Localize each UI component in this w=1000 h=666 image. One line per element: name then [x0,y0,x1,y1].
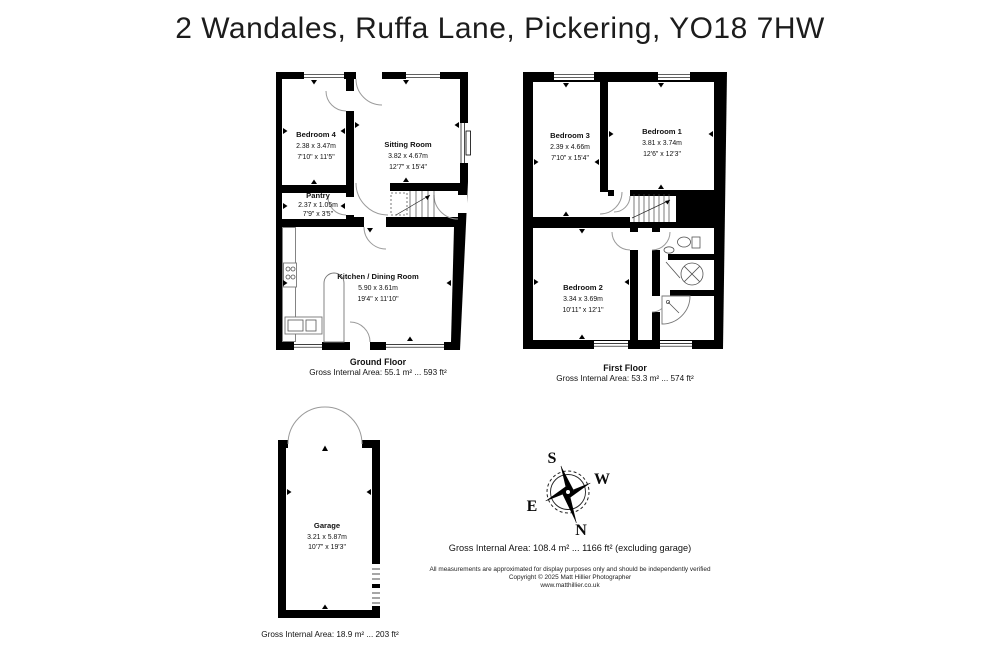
kitchen-name: Kitchen / Dining Room [337,272,419,281]
total-area-label: Gross Internal Area: 108.4 m² ... 1166 ft² (excluding garage) [448,543,692,553]
first-floor-caption [505,363,745,383]
compass-rose [515,443,619,543]
bay-window [466,131,471,155]
kitchen-peninsula [324,273,344,342]
pantry-name: Pantry [306,191,330,200]
compass-east-label: E [526,498,538,515]
garage-name: Garage [313,521,341,530]
sink-unit [285,317,322,334]
first-floor-plan [518,66,730,356]
garage-imperial: 10'7" x 19'3" [308,544,346,551]
ground-floor-label: Ground Floor [349,357,407,367]
bedroom1-name: Bedroom 1 [642,127,682,136]
garage-metric: 3.21 x 5.87m [307,534,347,541]
ground-floor-area: Gross Internal Area: 55.1 m² ... 593 ft² [309,368,447,377]
bedroom3-metric: 2.39 x 4.66m [550,144,590,151]
bedroom3-imperial: 7'10" x 15'4" [551,155,589,162]
hallway [354,183,390,217]
ground-floor-caption [258,357,498,377]
corridor [638,228,652,340]
page-title: 2 Wandales, Ruffa Lane, Pickering, YO18 7HW [175,12,825,45]
compass-north-label: N [575,522,587,539]
ground-floor-plan [270,67,472,353]
sitting-room-imperial: 12'7" x 15'4" [389,164,427,171]
bedroom4-imperial: 7'10" x 11'5" [297,154,335,161]
garage-area: Gross Internal Area: 18.9 m² ... 203 ft² [261,630,399,639]
bedroom2-metric: 3.34 x 3.69m [563,296,603,303]
compass-west-label: W [594,471,610,488]
kitchen-metric: 5.90 x 3.61m [358,285,398,292]
garage-caption [210,629,450,639]
pantry-metric: 2.37 x 1.05m [298,202,338,209]
bedroom1-metric: 3.81 x 3.74m [642,140,682,147]
website-text: www.matthillier.co.uk [540,582,600,590]
bedroom3-name: Bedroom 3 [550,131,590,140]
sitting-room-name: Sitting Room [384,140,432,149]
kitchen-imperial: 19'4" x 11'10" [357,296,399,303]
bedroom4-metric: 2.38 x 3.47m [296,143,336,150]
compass-south-label: S [547,450,557,467]
pantry-imperial: 7'9" x 3'5" [302,211,334,218]
copyright-text: Copyright © 2025 Matt Hillier Photographer [508,574,632,582]
first-floor-label: First Floor [603,363,647,373]
sitting-room-metric: 3.82 x 4.67m [388,153,428,160]
first-floor-area: Gross Internal Area: 53.3 m² ... 574 ft² [556,374,694,383]
bedroom2-imperial: 10'11" x 12'1" [562,307,604,314]
bedroom4-name: Bedroom 4 [296,130,336,139]
disclaimer-text: All measurements are approximated for display purposes only and should be independently verified [429,566,711,573]
bedroom1-imperial: 12'6" x 12'3" [643,151,681,158]
bedroom2-name: Bedroom 2 [563,283,603,292]
bedroom1-room [608,82,714,190]
rear-hall-stairs [390,191,458,217]
footer [320,566,820,591]
